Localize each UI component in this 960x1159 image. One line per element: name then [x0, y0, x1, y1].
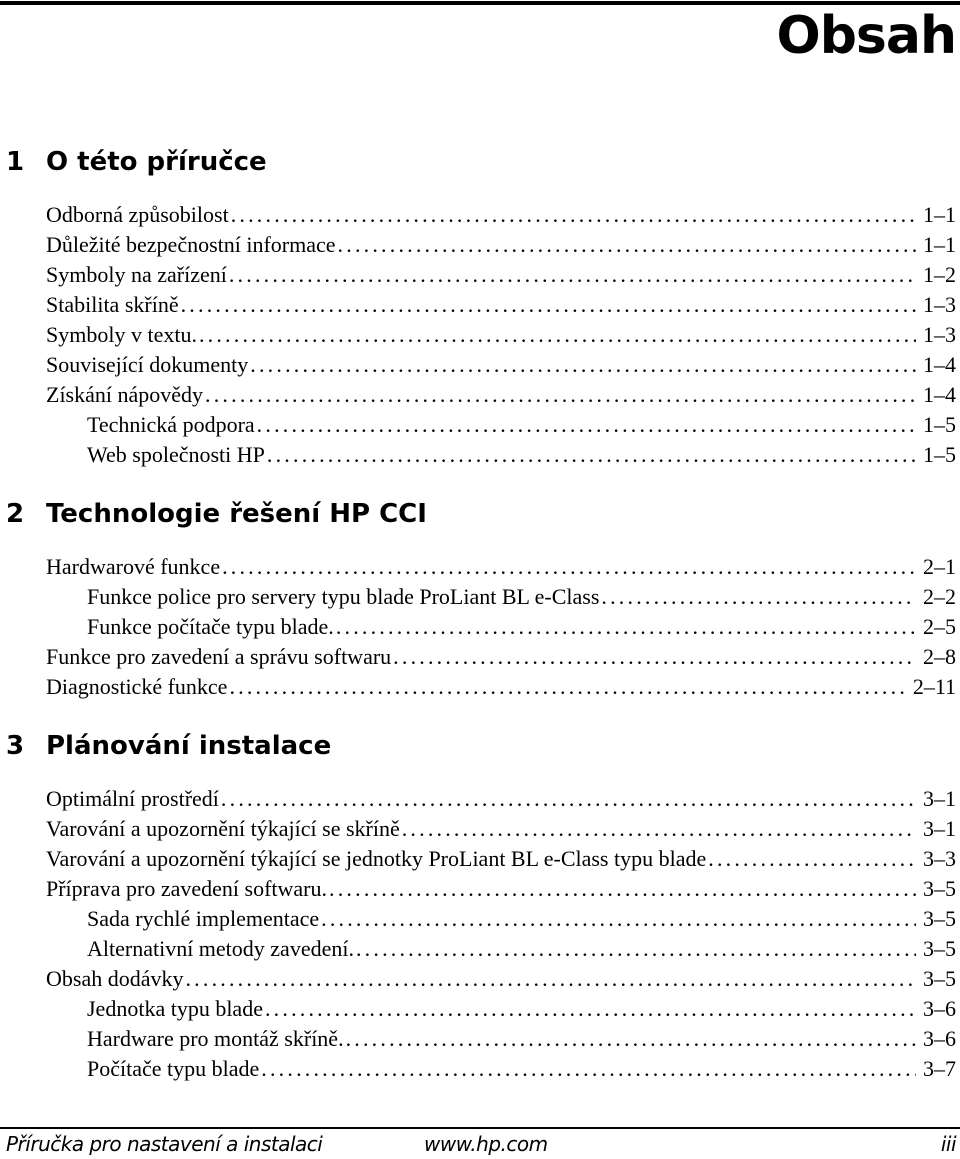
toc-entry[interactable]	[0, 584, 956, 614]
toc-entry-page: 3–5	[923, 966, 956, 991]
dot-leader	[229, 262, 916, 292]
toc-entry[interactable]	[0, 966, 956, 996]
toc-entry-label: Varování a upozornění týkající se skříně	[46, 816, 400, 841]
toc-section	[0, 731, 956, 1086]
toc-entry[interactable]	[0, 614, 956, 644]
dot-leader	[205, 382, 916, 412]
toc-entry-label: Optimální prostředí	[46, 786, 219, 811]
toc-entry[interactable]	[0, 936, 956, 966]
footer-page-number: iii	[940, 1132, 956, 1156]
dot-leader	[181, 292, 916, 322]
dot-leader	[336, 614, 916, 644]
dot-leader	[329, 876, 916, 906]
toc-entry-label: Stabilita skříně	[46, 292, 179, 317]
section-entries	[0, 202, 956, 472]
section-number: 2	[6, 499, 25, 529]
toc-entry-label: Diagnostické funkce	[46, 674, 228, 699]
toc-entry[interactable]	[0, 816, 956, 846]
section-heading[interactable]	[0, 499, 956, 539]
table-of-contents	[0, 147, 956, 1086]
toc-entry[interactable]	[0, 644, 956, 674]
dot-leader	[231, 202, 916, 232]
section-number: 3	[6, 731, 25, 761]
toc-entry-page: 1–5	[923, 412, 956, 437]
toc-entry-page: 1–2	[923, 262, 956, 287]
toc-entry-label: Příprava pro zavedení softwaru.	[46, 876, 328, 901]
toc-entry-page: 3–5	[923, 876, 956, 901]
footer-document-title: Příručka pro nastavení a instalaci	[6, 1132, 323, 1156]
toc-entry-page: 1–1	[923, 232, 956, 257]
toc-entry[interactable]	[0, 876, 956, 906]
toc-entry-page: 3–1	[923, 816, 956, 841]
toc-entry-label: Sada rychlé implementace	[87, 906, 320, 931]
dot-leader	[346, 1026, 916, 1056]
section-title: Plánování instalace	[46, 731, 332, 761]
toc-entry-page: 2–2	[923, 584, 956, 609]
toc-entry[interactable]	[0, 674, 956, 704]
toc-entry-page: 3–7	[923, 1056, 956, 1081]
toc-entry-label: Funkce police pro servery typu blade ProLiant BL e-Class	[87, 584, 600, 609]
footer-rule	[0, 1127, 960, 1129]
dot-leader	[338, 232, 916, 262]
dot-leader	[199, 322, 916, 352]
footer-url: www.hp.com	[424, 1132, 548, 1156]
toc-entry-label: Technická podpora	[87, 412, 255, 437]
toc-entry-label: Alternativní metody zavedení.	[87, 936, 354, 961]
toc-entry[interactable]	[0, 262, 956, 292]
toc-entry-page: 1–4	[923, 352, 956, 377]
toc-entry-label: Web společnosti HP	[87, 442, 265, 467]
toc-entry[interactable]	[0, 1056, 956, 1086]
toc-entry-page: 3–5	[923, 936, 956, 961]
section-title: Technologie řešení HP CCI	[46, 499, 427, 529]
toc-entry[interactable]	[0, 906, 956, 936]
dot-leader	[321, 906, 916, 936]
toc-entry-label: Varování a upozornění týkající se jednotky ProLiant BL e-Class typu blade	[46, 846, 707, 871]
dot-leader	[601, 584, 916, 614]
page-title: Obsah	[776, 6, 956, 66]
toc-entry-page: 1–5	[923, 442, 956, 467]
toc-entry-page: 2–5	[923, 614, 956, 639]
toc-entry[interactable]	[0, 846, 956, 876]
dot-leader	[267, 442, 916, 472]
toc-entry-label: Symboly v textu.	[46, 322, 197, 347]
section-entries	[0, 786, 956, 1086]
section-title: O této příručce	[46, 147, 267, 177]
section-entries	[0, 554, 956, 704]
toc-entry[interactable]	[0, 382, 956, 412]
toc-entry[interactable]	[0, 786, 956, 816]
toc-entry-page: 1–1	[923, 202, 956, 227]
dot-leader	[222, 554, 916, 584]
top-rule	[0, 1, 960, 5]
dot-leader	[708, 846, 916, 876]
toc-entry-page: 3–5	[923, 906, 956, 931]
toc-entry[interactable]	[0, 352, 956, 382]
toc-entry-page: 1–3	[923, 322, 956, 347]
toc-entry-label: Odborná způsobilost	[46, 202, 229, 227]
dot-leader	[261, 1056, 916, 1086]
toc-entry-label: Jednotka typu blade	[87, 996, 263, 1021]
dot-leader	[229, 674, 908, 704]
toc-entry-label: Obsah dodávky	[46, 966, 184, 991]
toc-entry-label: Hardware pro montáž skříně.	[87, 1026, 344, 1051]
toc-entry-label: Funkce počítače typu blade.	[87, 614, 334, 639]
toc-section	[0, 147, 956, 472]
toc-entry[interactable]	[0, 442, 956, 472]
dot-leader	[393, 644, 916, 674]
toc-entry[interactable]	[0, 202, 956, 232]
toc-entry-label: Hardwarové funkce	[46, 554, 221, 579]
dot-leader	[250, 352, 916, 382]
toc-entry[interactable]	[0, 232, 956, 262]
toc-entry-label: Důležité bezpečnostní informace	[46, 232, 336, 257]
toc-section	[0, 499, 956, 704]
toc-entry-label: Funkce pro zavedení a správu softwaru	[46, 644, 392, 669]
dot-leader	[402, 816, 916, 846]
dot-leader	[265, 996, 916, 1026]
toc-entry-page: 2–8	[923, 644, 956, 669]
toc-entry-page: 2–11	[912, 674, 956, 699]
toc-entry-page: 3–6	[923, 996, 956, 1021]
toc-entry-page: 3–1	[923, 786, 956, 811]
dot-leader	[185, 966, 916, 996]
toc-entry[interactable]	[0, 292, 956, 322]
section-heading[interactable]	[0, 731, 956, 771]
toc-entry[interactable]	[0, 1026, 956, 1056]
dot-leader	[257, 412, 916, 442]
section-number: 1	[6, 147, 25, 177]
toc-entry[interactable]	[0, 554, 956, 584]
toc-entry-label: Symboly na zařízení	[46, 262, 227, 287]
toc-entry-label: Související dokumenty	[46, 352, 249, 377]
toc-entry-page: 3–6	[923, 1026, 956, 1051]
toc-entry-page: 2–1	[923, 554, 956, 579]
toc-entry[interactable]	[0, 322, 956, 352]
section-heading[interactable]	[0, 147, 956, 187]
toc-entry-page: 3–3	[923, 846, 956, 871]
toc-entry[interactable]	[0, 996, 956, 1026]
toc-entry-label: Počítače typu blade	[87, 1056, 260, 1081]
dot-leader	[356, 936, 916, 966]
toc-entry-label: Získání nápovědy	[46, 382, 204, 407]
dot-leader	[221, 786, 916, 816]
toc-entry[interactable]	[0, 412, 956, 442]
toc-entry-page: 1–4	[923, 382, 956, 407]
toc-entry-page: 1–3	[923, 292, 956, 317]
